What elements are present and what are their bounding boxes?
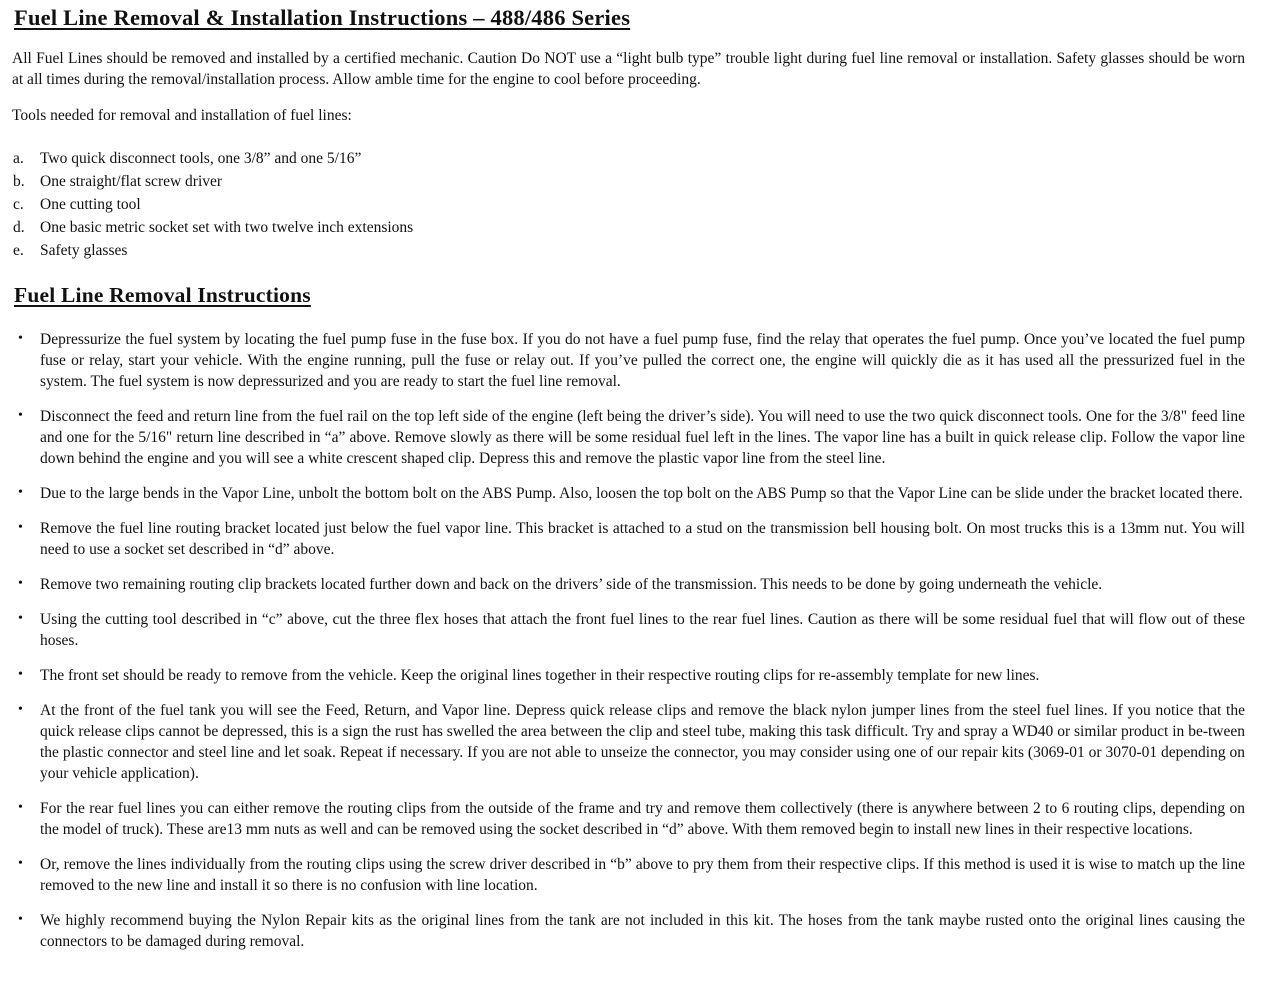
section-heading: Fuel Line Removal Instructions (14, 283, 311, 307)
document-title: Fuel Line Removal & Installation Instructions – 488/486 Series (14, 5, 631, 30)
list-item-text: Remove the fuel line routing bracket located just below the fuel vapor line. This bracket is attached to a stud on the transmission bell housing bolt. On most trucks this is a 13mm nut. You will need to use a socket set described in “d” above. (40, 520, 1245, 558)
list-item (12, 574, 1245, 595)
list-item (12, 483, 1245, 504)
bullet-icon: • (18, 856, 23, 871)
list-marker: e. (13, 242, 24, 259)
list-item-text: Using the cutting tool described in “c” above, cut the three flex hoses that attach the front fuel lines to the rear fuel lines. Caution as there will be some residual fuel that will flow out of these hoses. (40, 611, 1245, 649)
list-marker: b. (13, 173, 25, 190)
bullet-icon: • (18, 912, 23, 927)
list-item-text: One straight/flat screw driver (40, 173, 223, 190)
bullet-icon: • (18, 702, 23, 717)
list-item (12, 216, 1245, 239)
list-item-text: Two quick disconnect tools, one 3/8” and one 5/16” (40, 150, 362, 167)
list-item-text: Remove two remaining routing clip brackets located further down and back on the drivers’ side of the transmission. This needs to be done by going underneath the vehicle. (40, 576, 1103, 593)
list-item (12, 700, 1245, 784)
bullet-icon: • (18, 331, 23, 346)
list-item-text: Disconnect the feed and return line from the fuel rail on the top left side of the engine (left being the driver’s side). You will need to use the two quick disconnect tools. One for the 3/8" feed line and one for the 5/16" return line described in “a” above. Remove slowly as there will be some residual fuel left in the lines. The vapor line has a built in quick release clip. Follow the vapor line down behind the engine and you will see a white crescent shaped clip. Depress this and remove the plastic vapor line from the steel line. (40, 408, 1245, 467)
list-item (12, 609, 1245, 651)
list-item-text: One cutting tool (40, 196, 141, 213)
list-item (12, 239, 1245, 262)
list-item (12, 665, 1245, 686)
list-item (12, 798, 1245, 840)
bullet-icon: • (18, 667, 23, 682)
list-item-text: The front set should be ready to remove from the vehicle. Keep the original lines together in their respective routing clips for re-assembly template for new lines. (40, 667, 1040, 684)
list-item (12, 518, 1245, 560)
list-item-text: Safety glasses (40, 242, 128, 259)
bullet-icon: • (18, 408, 23, 423)
list-item (12, 147, 1245, 170)
list-item (12, 406, 1245, 469)
tools-list (12, 147, 1245, 262)
intro-paragraph: All Fuel Lines should be removed and installed by a certified mechanic. Caution Do NOT use a “light bulb type” trouble light during fuel line removal or installation. Safety glasses should be worn at all times during the removal/installation process. Allow amble time for the engine to cool before proceeding. (12, 50, 1245, 88)
list-item (12, 193, 1245, 216)
list-item-text: Depressurize the fuel system by locating the fuel pump fuse in the fuse box. If you do not have a fuel pump fuse, find the relay that operates the fuel pump. Once you’ve located the fuel pump fuse or relay, start your vehicle. With the engine running, pull the fuse or relay out. If you’ve pulled the correct one, the engine will quickly die as it has used all the pressurized fuel in the system. The fuel system is now depressurized and you are ready to start the fuel line removal. (40, 331, 1245, 390)
bullet-icon: • (18, 611, 23, 626)
tools-intro-paragraph: Tools needed for removal and installation of fuel lines: (12, 107, 352, 124)
list-item (12, 854, 1245, 896)
list-item-text: At the front of the fuel tank you will see the Feed, Return, and Vapor line. Depress quick release clips and remove the black nylon jumper lines from the steel fuel lines. If you notice that the quick release clips cannot be depressed, this is a sign the rust has swelled the area between the clip and steel tube, making this task difficult. Try and spray a WD40 or similar product in be-tween the plastic connector and steel line and let soak. Repeat if necessary. If you are not able to unseize the connector, you may consider using one of our repair kits (3069-01 or 3070-01 depending on your vehicle application). (40, 702, 1245, 782)
steps-list (12, 329, 1245, 952)
list-item (12, 910, 1245, 952)
list-marker: a. (13, 150, 24, 167)
list-item-text: For the rear fuel lines you can either remove the routing clips from the outside of the frame and try and remove them collectively (there is anywhere between 2 to 6 routing clips, depending on the model of truck). These are13 mm nuts as well and can be removed using the socket described in “d” above. With them removed begin to install new lines in their respective locations. (40, 800, 1245, 838)
list-marker: d. (13, 219, 25, 236)
list-item-text: Or, remove the lines individually from the routing clips using the screw driver described in “b” above to pry them from their respective clips. If this method is used it is wise to match up the line removed to the new line and install it so there is no confusion with line location. (40, 856, 1245, 894)
list-item (12, 170, 1245, 193)
list-item-text: We highly recommend buying the Nylon Repair kits as the original lines from the tank are not included in this kit. The hoses from the tank maybe rusted onto the original lines causing the connectors to be damaged during removal. (40, 912, 1245, 950)
bullet-icon: • (18, 576, 23, 591)
bullet-icon: • (18, 800, 23, 815)
list-item-text: Due to the large bends in the Vapor Line, unbolt the bottom bolt on the ABS Pump. Also, loosen the top bolt on the ABS Pump so that the Vapor Line can be slide under the bracket located there. (40, 485, 1243, 502)
list-marker: c. (13, 196, 24, 213)
bullet-icon: • (18, 520, 23, 535)
list-item (12, 329, 1245, 392)
bullet-icon: • (18, 485, 23, 500)
list-item-text: One basic metric socket set with two twelve inch extensions (40, 219, 414, 236)
